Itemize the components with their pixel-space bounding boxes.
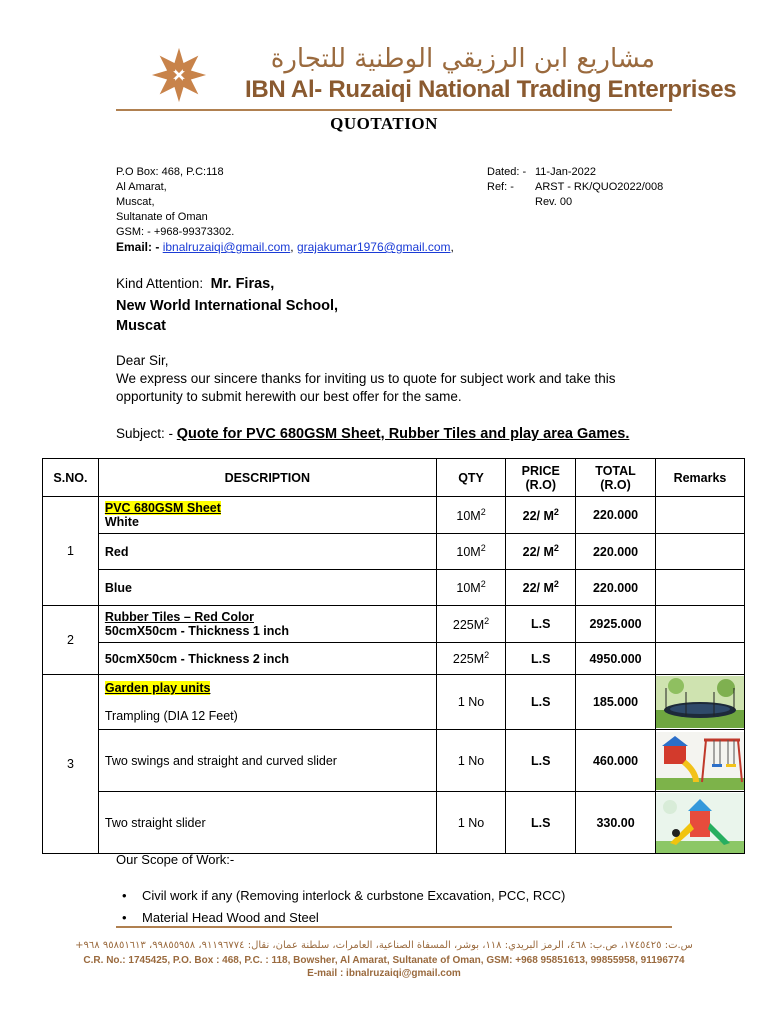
straight-slider-image bbox=[656, 793, 744, 853]
email-label: Email: - bbox=[116, 240, 163, 254]
email-link-1[interactable]: ibnalruzaiqi@gmail.com bbox=[162, 240, 291, 254]
subject-line bbox=[116, 426, 629, 442]
price-cell: L.S bbox=[506, 643, 576, 675]
letter-body bbox=[116, 352, 676, 406]
total-cell: 330.00 bbox=[576, 792, 656, 854]
footer-divider bbox=[116, 926, 672, 928]
total-cell: 185.000 bbox=[576, 675, 656, 730]
qty-cell: 1 No bbox=[436, 675, 506, 730]
footer-email: E-mail : ibnalruzaiqi@gmail.com bbox=[307, 968, 461, 979]
quote-meta bbox=[487, 165, 663, 210]
table-row bbox=[43, 675, 745, 730]
price-cell: L.S bbox=[506, 730, 576, 792]
remarks-cell bbox=[655, 606, 744, 643]
price-cell: 22/ $M^2$ bbox=[506, 534, 576, 570]
description-cell: Two swings and straight and curved slider bbox=[98, 730, 436, 792]
remarks-cell bbox=[655, 534, 744, 570]
swing-slide-image bbox=[656, 732, 744, 790]
scope-list bbox=[142, 885, 565, 929]
description-cell: Rubber Tiles – Red Color 50cmX50cm - Thickness 1 inch bbox=[98, 606, 436, 643]
dated-label: Dated: - bbox=[487, 166, 527, 178]
item-heading: PVC 680GSM Sheet bbox=[104, 501, 221, 515]
list-item: • Material Head Wood and Steel bbox=[142, 907, 565, 929]
table-row bbox=[43, 730, 745, 792]
table-header-row bbox=[43, 459, 745, 497]
col-header-remarks: Remarks bbox=[655, 459, 744, 497]
qty-cell: $225M^2$ bbox=[436, 643, 506, 675]
price-cell: L.S bbox=[506, 606, 576, 643]
sender-address bbox=[116, 165, 234, 240]
rev-value: Rev. 00 bbox=[535, 196, 573, 208]
remarks-cell bbox=[655, 730, 744, 792]
email-link-2[interactable]: grajakumar1976@gmail.com bbox=[296, 240, 451, 254]
sno-cell: 1 bbox=[43, 497, 99, 606]
total-cell: 4950.000 bbox=[576, 643, 656, 675]
description-cell: Red bbox=[98, 534, 436, 570]
address-line: Muscat, bbox=[116, 196, 155, 208]
remarks-cell bbox=[655, 675, 744, 730]
subject-text: Quote for PVC 680GSM Sheet, Rubber Tiles and play area Games. bbox=[176, 426, 630, 442]
remarks-cell bbox=[655, 792, 744, 854]
company-name-arabic: مشاريع ابن الرزيقي الوطنية للتجارة bbox=[270, 44, 655, 74]
subject-label: Subject: - bbox=[116, 426, 177, 441]
item-heading: Rubber Tiles – Red Color bbox=[104, 610, 254, 624]
dated-value: 11-Jan-2022 bbox=[535, 166, 596, 178]
qty-cell: 1 No bbox=[436, 730, 506, 792]
price-cell: 22/ $M^2$ bbox=[506, 570, 576, 606]
qty-cell: $225M^2$ bbox=[436, 606, 506, 643]
scope-title: Our Scope of Work:- bbox=[116, 852, 235, 867]
item-heading: Garden play units bbox=[104, 681, 211, 695]
city-name: Muscat bbox=[116, 318, 166, 334]
description-cell: PVC 680GSM Sheet White bbox=[98, 497, 436, 534]
col-header-total: TOTAL (R.O) bbox=[576, 459, 656, 497]
quotation-table bbox=[42, 458, 745, 854]
company-logo-icon bbox=[150, 46, 208, 104]
price-cell: L.S bbox=[506, 792, 576, 854]
attention-label: Kind Attention: bbox=[116, 276, 204, 291]
kind-attention bbox=[116, 276, 274, 292]
address-line: Sultanate of Oman bbox=[116, 211, 208, 223]
remarks-cell bbox=[655, 570, 744, 606]
recipient-organization bbox=[116, 296, 338, 336]
qty-cell: $10M^2$ bbox=[436, 497, 506, 534]
total-cell: 460.000 bbox=[576, 730, 656, 792]
table-row bbox=[43, 792, 745, 854]
header-divider bbox=[116, 109, 672, 111]
email-line bbox=[116, 240, 454, 254]
total-cell: 220.000 bbox=[576, 497, 656, 534]
school-name: New World International School, bbox=[116, 298, 339, 314]
col-header-qty: QTY bbox=[436, 459, 506, 497]
letter-paragraph: We express our sincere thanks for inviting us to quote for subject work and take this opportunity to submit herewith our best offer for the same. bbox=[116, 371, 616, 404]
description-cell: Blue bbox=[98, 570, 436, 606]
list-item: • Civil work if any (Removing interlock & curbstone Excavation, PCC, RCC) bbox=[142, 885, 565, 907]
salutation: Dear Sir, bbox=[116, 353, 169, 368]
ref-value: ARST - RK/QUO2022/008 bbox=[535, 181, 664, 193]
sno-cell: 3 bbox=[43, 675, 99, 854]
address-line: GSM: - +968-99373302. bbox=[116, 226, 235, 238]
document-title: QUOTATION bbox=[330, 114, 438, 133]
email-end: , bbox=[450, 240, 454, 254]
remarks-cell bbox=[655, 643, 744, 675]
price-cell: 22/ $M^2$ bbox=[506, 497, 576, 534]
trampoline-image bbox=[656, 676, 744, 728]
remarks-cell bbox=[655, 497, 744, 534]
sno-cell: 2 bbox=[43, 606, 99, 675]
table-row bbox=[43, 570, 745, 606]
footer-arabic: س.ت: ١٧٤٥٤٢٥، ص.ب: ٤٦٨، الرمز البريدي: ١١٨، بوشر، المسفاة الصناعية، العامرات، سلطنة عمان، نقال: ٩١١٩٦٧٧٤، ٩٩٨٥٥٩٥٨، ٩٥٨٥١٦١٣ ٩٦٨+ bbox=[75, 940, 693, 951]
col-header-sno: S.NO. bbox=[43, 459, 99, 497]
col-header-description: DESCRIPTION bbox=[98, 459, 436, 497]
email-separator: , bbox=[290, 240, 297, 254]
description-cell: Garden play units Trampling (DIA 12 Feet) bbox=[98, 675, 436, 730]
table-row bbox=[43, 643, 745, 675]
ref-label: Ref: - bbox=[487, 181, 514, 193]
description-cell: Two straight slider bbox=[98, 792, 436, 854]
qty-cell: $10M^2$ bbox=[436, 570, 506, 606]
qty-cell: $10M^2$ bbox=[436, 534, 506, 570]
price-cell: L.S bbox=[506, 675, 576, 730]
attention-name: Mr. Firas, bbox=[210, 276, 275, 292]
address-line: Al Amarat, bbox=[116, 181, 167, 193]
description-cell: 50cmX50cm - Thickness 2 inch bbox=[98, 643, 436, 675]
col-header-price: PRICE (R.O) bbox=[506, 459, 576, 497]
total-cell: 220.000 bbox=[576, 570, 656, 606]
qty-cell: 1 No bbox=[436, 792, 506, 854]
total-cell: 220.000 bbox=[576, 534, 656, 570]
address-line: P.O Box: 468, P.C:118 bbox=[116, 166, 224, 178]
company-name: IBN Al- Ruzaiqi National Trading Enterprises bbox=[245, 76, 737, 103]
footer-english: C.R. No.: 1745425, P.O. Box : 468, P.C. : 118, Bowsher, Al Amarat, Sultanate of Oman, GSM: +968 95851613, 99855958, 91196774 bbox=[83, 955, 685, 966]
total-cell: 2925.000 bbox=[576, 606, 656, 643]
table-row bbox=[43, 497, 745, 534]
table-row bbox=[43, 606, 745, 643]
table-row bbox=[43, 534, 745, 570]
